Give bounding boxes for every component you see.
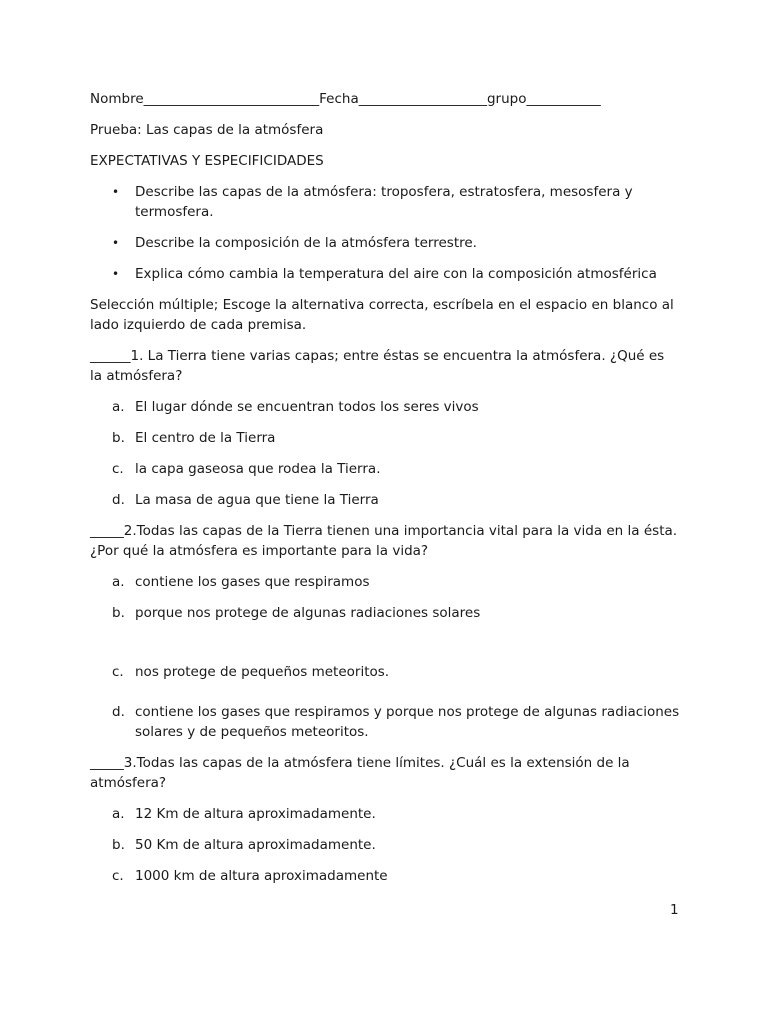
option-item	[90, 572, 680, 592]
option-text: la capa gaseosa que rodea la Tierra.	[135, 461, 381, 477]
question-2-prompt: _____2.Todas las capas de la Tierra tienen una importancia vital para la vida en la ésta. ¿Por qué la atmósfera es importante para la vida?	[90, 523, 678, 559]
option-item	[90, 490, 680, 510]
question-3-prompt: _____3.Todas las capas de la atmósfera tiene límites. ¿Cuál es la extensión de la atmósfera?	[90, 755, 630, 791]
expectation-text: Describe las capas de la atmósfera: troposfera, estratosfera, mesosfera y termosfera.	[135, 184, 633, 220]
instructions: Selección múltiple; Escoge la alternativa correcta, escríbela en el espacio en blanco al lado izquierdo de cada premisa.	[90, 297, 674, 333]
page-title: Prueba: Las capas de la atmósfera	[90, 122, 324, 138]
option-item	[90, 397, 680, 417]
option-letter: b.	[112, 605, 125, 621]
question-3-options	[90, 804, 680, 886]
option-item	[90, 603, 680, 623]
option-item	[90, 662, 680, 682]
list-item	[90, 233, 680, 253]
option-item	[90, 866, 680, 886]
option-letter: c.	[112, 461, 124, 477]
option-letter: d.	[112, 704, 125, 720]
option-letter: a.	[112, 574, 125, 590]
option-text: 12 Km de altura aproximadamente.	[135, 806, 376, 822]
option-item	[90, 804, 680, 824]
expectations-heading: EXPECTATIVAS Y ESPECIFICIDADES	[90, 153, 324, 169]
bullet-icon: •	[112, 267, 120, 281]
header-name-date-group-line: Nombre__________________________Fecha___________________grupo___________	[90, 91, 601, 107]
option-text: El centro de la Tierra	[135, 430, 276, 446]
list-item	[90, 264, 680, 284]
option-text: contiene los gases que respiramos y porque nos protege de algunas radiaciones solares y de pequeños meteoritos.	[135, 704, 680, 740]
option-letter: b.	[112, 430, 125, 446]
question-2-options	[90, 572, 680, 742]
option-text: La masa de agua que tiene la Tierra	[135, 492, 379, 508]
option-letter: a.	[112, 399, 125, 415]
option-text: nos protege de pequeños meteoritos.	[135, 664, 390, 680]
option-letter: a.	[112, 806, 125, 822]
bullet-icon: •	[112, 236, 120, 250]
option-letter: d.	[112, 492, 125, 508]
option-item	[90, 835, 680, 855]
bullet-icon: •	[112, 185, 120, 199]
option-item	[90, 702, 680, 742]
option-text: El lugar dónde se encuentran todos los seres vivos	[135, 399, 479, 415]
document-page	[90, 89, 680, 897]
option-letter: b.	[112, 837, 125, 853]
expectation-text: Explica cómo cambia la temperatura del aire con la composición atmosférica	[135, 266, 657, 282]
page-number: 1	[670, 902, 679, 918]
expectations-list	[90, 182, 680, 284]
option-letter: c.	[112, 664, 124, 680]
option-item	[90, 459, 680, 479]
option-text: contiene los gases que respiramos	[135, 574, 370, 590]
option-item	[90, 428, 680, 448]
list-item	[90, 182, 680, 222]
option-text: porque nos protege de algunas radiaciones solares	[135, 605, 481, 621]
expectation-text: Describe la composición de la atmósfera terrestre.	[135, 235, 477, 251]
question-1-prompt: ______1. La Tierra tiene varias capas; entre éstas se encuentra la atmósfera. ¿Qué es la atmósfera?	[90, 348, 665, 384]
option-text: 1000 km de altura aproximadamente	[135, 868, 388, 884]
option-text: 50 Km de altura aproximadamente.	[135, 837, 376, 853]
question-1-options	[90, 397, 680, 510]
option-letter: c.	[112, 868, 124, 884]
